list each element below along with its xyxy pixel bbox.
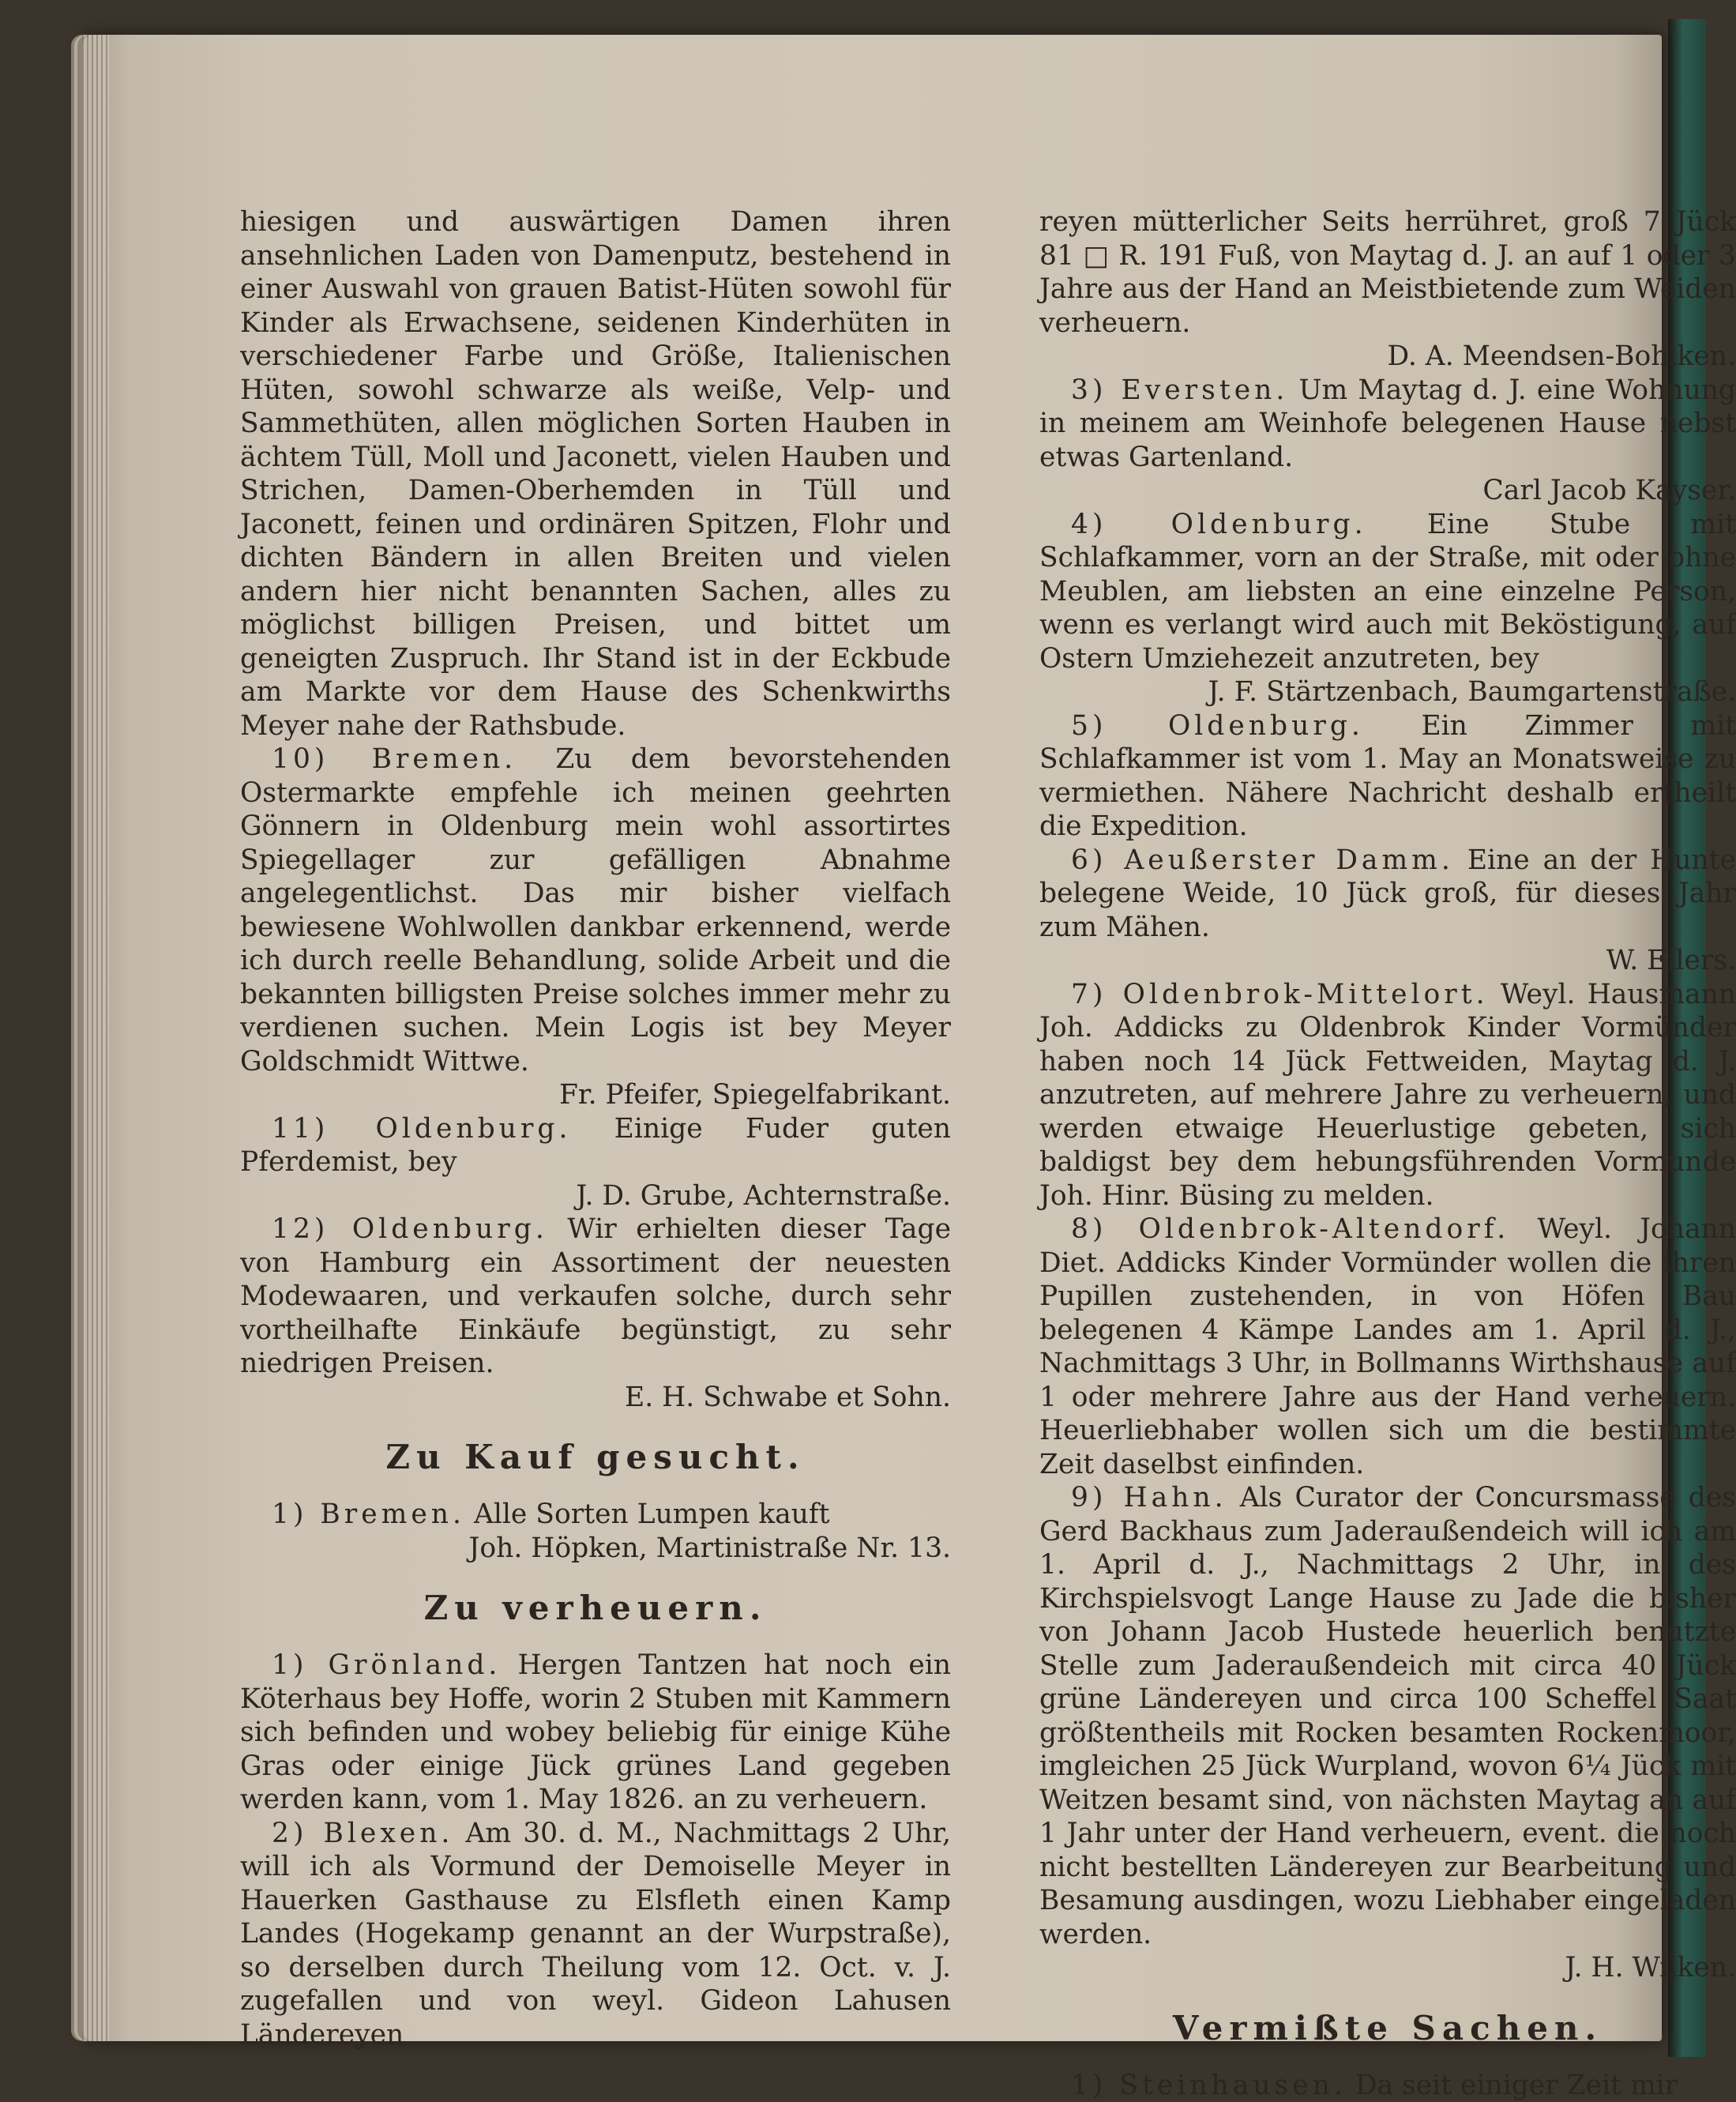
notice-signature: D. A. Meendsen-Bohlken.: [1039, 340, 1736, 374]
right-column: [1039, 205, 1736, 2102]
notice-place: 2) Blexen.: [272, 1818, 453, 1849]
notice-signature: E. H. Schwabe et Sohn.: [240, 1381, 951, 1415]
notice-text: Einige Fuder guten Pferdemist, bey: [240, 1113, 951, 1179]
notice-text: Weyl. Hausmann Joh. Addicks zu Oldenbrok Kinder Vormünder haben noch 14 Jück Fettweiden, Maytag d. J. anzutreten, auf mehrere Jahre zu verheuern, und werden etwaige Heuerlustige gebeten, sich baldigst bey dem hebungsführenden Vormunde Joh. Hinr. Büsing zu melden.: [1039, 979, 1736, 1212]
notice-place: 1) Bremen.: [272, 1498, 465, 1530]
notice-signature: Carl Jacob Kayser.: [1039, 474, 1736, 508]
verheuern-8: [1039, 1213, 1736, 1481]
notice-signature: J. F. Stärtzenbach, Baumgartenstraße.: [1039, 675, 1736, 709]
verheuern-6: [1039, 844, 1736, 945]
verheuern-4: [1039, 508, 1736, 676]
newspaper-page: [82, 35, 1662, 2041]
notice-place: 3) Eversten.: [1071, 374, 1288, 406]
section-heading-vermisste: Vermißte Sachen.: [1039, 2009, 1736, 2048]
section-heading-verheuern: Zu verheuern.: [240, 1589, 951, 1628]
verheuern-9: [1039, 1481, 1736, 1951]
verheuern-3: [1039, 374, 1736, 475]
notice-text: Als Curator der Concursmasse des Gerd Backhaus zum Jaderaußendeich will ich am 1. April d. J., Nachmittags 2 Uhr, in des Kirchspielsvogt Lange Hause zu Jade die bisher von Johann Jacob Hustede heuerlich benutzte Stelle zum Jaderaußendeich mit circa 40 Jück grüne Ländereyen und circa 100 Scheffel Saat größtentheils mit Rocken besamten Rockenmoor, imgleichen 25 Jück Wurpland, wovon 6¼ Jück mit Weitzen besamt sind, von nächsten Maytag an auf 1 Jahr unter der Hand verheuern, event. die noch nicht bestellten Ländereyen zur Bearbeitung und Besamung ausdingen, wozu Liebhaber eingeladen werden.: [1039, 1482, 1736, 1950]
notice-text: Eine an der Hunte belegene Weide, 10 Jück groß, für dieses Jahr zum Mähen.: [1039, 844, 1736, 943]
left-column: [240, 205, 951, 2051]
notice-text: Wir erhielten dieser Tage von Hamburg ein Assortiment der neuesten Modewaaren, und verkaufen solche, durch sehr vortheilhafte Einkäufe begünstigt, zu sehr niedrigen Preisen.: [240, 1213, 951, 1379]
notice-place: 6) Aeußerster Damm.: [1071, 844, 1454, 876]
notice-place: 7) Oldenbrok-Mittelort.: [1071, 979, 1489, 1010]
kauf-1: [240, 1498, 951, 1532]
section-heading-kauf: Zu Kauf gesucht.: [240, 1438, 951, 1477]
notice-text: Alle Sorten Lumpen kauft: [474, 1498, 830, 1530]
notice-text: Hergen Tantzen hat noch ein Köterhaus bey Hoffe, worin 2 Stuben mit Kammern sich befinden und wobey beliebig für einige Kühe Gras oder einige Jück grünes Land gegeben werden kann, vom 1. May 1826. an zu verheuern.: [240, 1649, 951, 1815]
notice-place: 12) Oldenburg.: [272, 1213, 548, 1245]
notice-place: 5) Oldenburg.: [1071, 710, 1364, 742]
notice-text: Zu dem bevorstehenden Ostermarkte empfehle ich meinen geehrten Gönnern in Oldenburg mein wohl assortirtes Spiegellager zur gefälligen Abnahme angelegentlichst. Das mir bisher vielfach bewiesene Wohlwollen dankbar erkennend, werde ich durch reelle Behandlung, solide Arbeit und die bekannten billigsten Preise solches immer mehr zu verdienen suchen. Mein Logis ist bey Meyer Goldschmidt Wittwe.: [240, 743, 951, 1077]
notice-11: [240, 1112, 951, 1179]
notice-text: Um Maytag d. J. eine Wohnung in meinem am Weinhofe belegenen Hause nebst etwas Gartenland.: [1039, 374, 1736, 473]
notice-place: 4) Oldenburg.: [1071, 509, 1367, 540]
notice-text: Eine Stube mit Schlafkammer, vorn an der Straße, mit oder ohne Meublen, am liebsten an eine einzelne Person, wenn es verlangt wird auch mit Beköstigung, auf Ostern Umziehezeit anzutreten, bey: [1039, 509, 1736, 675]
notice-place: 11) Oldenburg.: [272, 1113, 571, 1145]
notice-damenputz: hiesigen und auswärtigen Damen ihren ansehnlichen Laden von Damenputz, bestehend in einer Auswahl von grauen Batist-Hüten sowohl für Kinder als Erwachsene, seidenen Kinderhüten in verschiedener Farbe und Größe, Italienischen Hüten, sowohl schwarze als weiße, Velp- und Sammethüten, allen möglichen Sorten Hauben in ächtem Tüll, Moll und Jaconett, vielen Hauben und Strichen, Damen-Oberhemden in Tüll und Jaconett, feinen und ordinären Spitzen, Flohr und dichten Bändern in allen Breiten und vielen andern hier nicht benannten Sachen, alles zu möglichst billigen Preisen, und bittet um geneigten Zuspruch. Ihr Stand ist in der Eckbude am Markte vor dem Hause des Schenkwirths Meyer nahe der Rathsbude.: [240, 205, 951, 743]
notice-signature: Joh. Höpken, Martinistraße Nr. 13.: [240, 1532, 951, 1566]
verheuern-1: [240, 1649, 951, 1817]
verheuern-5: [1039, 709, 1736, 844]
notice-10: [240, 743, 951, 1078]
notice-place: 8) Oldenbrok-Altendorf.: [1071, 1213, 1509, 1245]
notice-text: Da seit einiger Zeit mir: [1355, 2070, 1678, 2101]
notice-place: 9) Hahn.: [1071, 1482, 1227, 1514]
notice-signature: Fr. Pfeifer, Spiegelfabrikant.: [240, 1078, 951, 1112]
notice-text: Am 30. d. M., Nachmittags 2 Uhr, will ich als Vormund der Demoiselle Meyer in Hauerken Gasthause zu Elsfleth einen Kamp Landes (Hogekamp genannt an der Wurpstraße), so derselben durch Theilung vom 12. Oct. v. J. zugefallen und von weyl. Gideon Lahusen Ländereyen: [240, 1818, 951, 2051]
notice-place: 1) Grönland.: [272, 1649, 501, 1681]
vermisst-1: [1039, 2069, 1736, 2102]
notice-signature: J. H. Wilken.: [1039, 1951, 1736, 1985]
notice-signature: W. Eilers.: [1039, 944, 1736, 978]
notice-place: 10) Bremen.: [272, 743, 517, 775]
notice-text: Ein Zimmer mit Schlafkammer ist vom 1. May an Monatsweise zu vermiethen. Nähere Nachricht deshalb ertheilt die Expedition.: [1039, 710, 1736, 843]
page-stack-edge: [82, 35, 109, 2041]
notice-12: [240, 1213, 951, 1381]
notice-signature: J. D. Grube, Achternstraße.: [240, 1179, 951, 1213]
verheuern-7: [1039, 978, 1736, 1213]
verheuern-2: [240, 1817, 951, 2052]
notice-text: Weyl. Johann Diet. Addicks Kinder Vormünder wollen die ihren Pupillen zustehenden, in von Höfen Bau belegenen 4 Kämpe Landes am 1. April d. J., Nachmittags 3 Uhr, in Bollmanns Wirthshause auf 1 oder mehrere Jahre aus der Hand verheuern. Heuerliebhaber wollen sich um die bestimmte Zeit daselbst einfinden.: [1039, 1213, 1736, 1480]
notice-place: 1) Steinhausen.: [1071, 2070, 1347, 2101]
notice-continuation: reyen mütterlicher Seits herrühret, groß 7 Jück 81 □ R. 191 Fuß, von Maytag d. J. an auf 1 oder 3 Jahre aus der Hand an Meistbietende zum Weiden verheuern.: [1039, 205, 1736, 340]
